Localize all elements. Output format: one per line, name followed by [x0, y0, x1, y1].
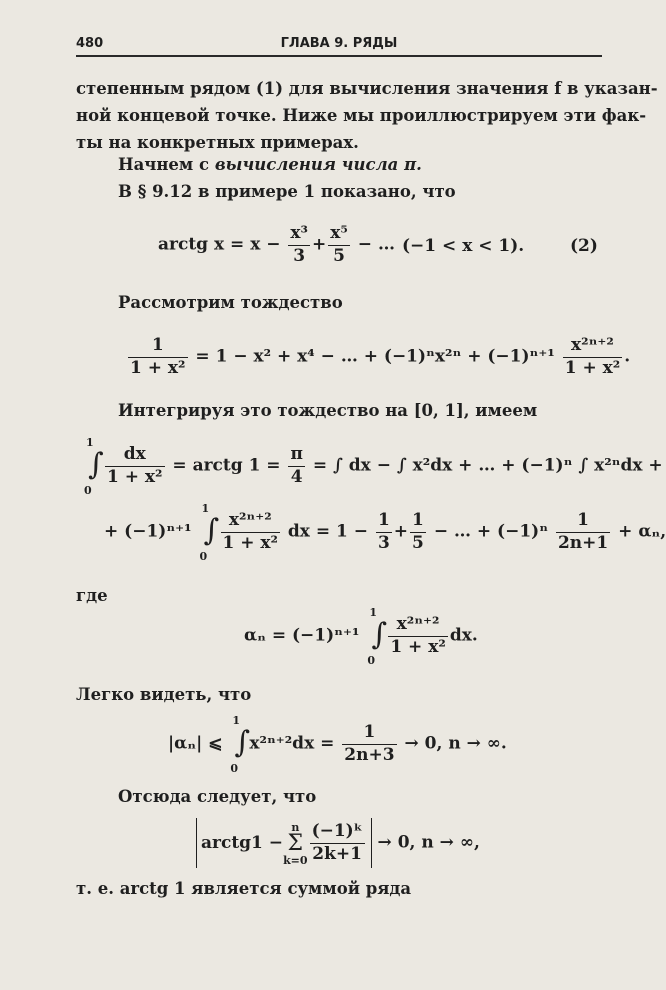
text-line: Начнем с вычисления числа π. [118, 155, 422, 174]
formula-integral-row-2: + (−1)ⁿ⁺¹ 1 ∫ 0 $\frac{\text{x²ⁿ⁺²}}{\text{1 + x²}}$ dx = 1 − $\frac{1}{3}$ + $\frac{1}{5}$ − … + (−1)ⁿ $\frac{1}{2n+1}$ + αₙ, [104, 502, 666, 563]
formula-arctg-series: arctg x = x − $\frac{\text{x³}}{3}$ + $\frac{\text{x⁵}}{5}$ − … [158, 223, 395, 266]
formula-limit: arctg1 −n Σ k=0 $\frac{\text{(−1)ᵏ}}{2k+1}$ → 0, n → ∞, [196, 818, 480, 868]
text-line: Интегрируя это тождество на [0, 1], имеем [118, 401, 538, 420]
text-line: ты на конкретных примерах. [76, 133, 359, 152]
formula-alpha-bound: |αₙ| ⩽ 1 ∫ 0 x²ⁿ⁺²dx = $\frac{1}{2n+3}$ → 0, n → ∞. [168, 714, 507, 775]
text-line: ной концевой точке. Ниже мы проиллюстрируем эти фак- [76, 106, 647, 125]
formula-identity: $\frac{1}{\text{1 + x²}}$ = 1 − x² + x⁴ − … + (−1)ⁿx²ⁿ + (−1)ⁿ⁺¹ $\frac{\text{x²ⁿ⁺²}}{\text{1 + x²}}$ . [130, 335, 631, 378]
text-line: Отсюда следует, что [118, 787, 317, 806]
chapter-title: ГЛАВА 9. РЯДЫ [280, 36, 398, 51]
emphasis: вычисления числа π. [214, 155, 422, 174]
text-line: Рассмотрим тождество [118, 293, 343, 312]
text-line: т. е. arctg 1 является суммой ряда [76, 879, 412, 898]
text-line: степенным рядом (1) для вычисления значения f в указан- [76, 79, 658, 98]
text-line: В § 9.12 в примере 1 показано, что [118, 182, 456, 201]
formula-condition: (−1 < x < 1). [402, 236, 525, 256]
formula-integral-row-1: 1 ∫ 0 $\frac{dx}{\text{1 + x²}}$ = arctg 1 = $\frac{\pi}{4}$ = ∫ dx − ∫ x²dx + … + (−1)ⁿ ∫ x²ⁿdx + [84, 436, 663, 497]
running-header [76, 33, 602, 57]
formula-alpha-n: αₙ = (−1)ⁿ⁺¹ 1 ∫ 0 $\frac{\text{x²ⁿ⁺²}}{\text{1 + x²}}$ dx. [244, 606, 478, 667]
text-line: Легко видеть, что [76, 685, 252, 704]
text-line: где [76, 586, 108, 605]
equation-number: (2) [570, 236, 598, 256]
page-number: 480 [76, 36, 104, 51]
